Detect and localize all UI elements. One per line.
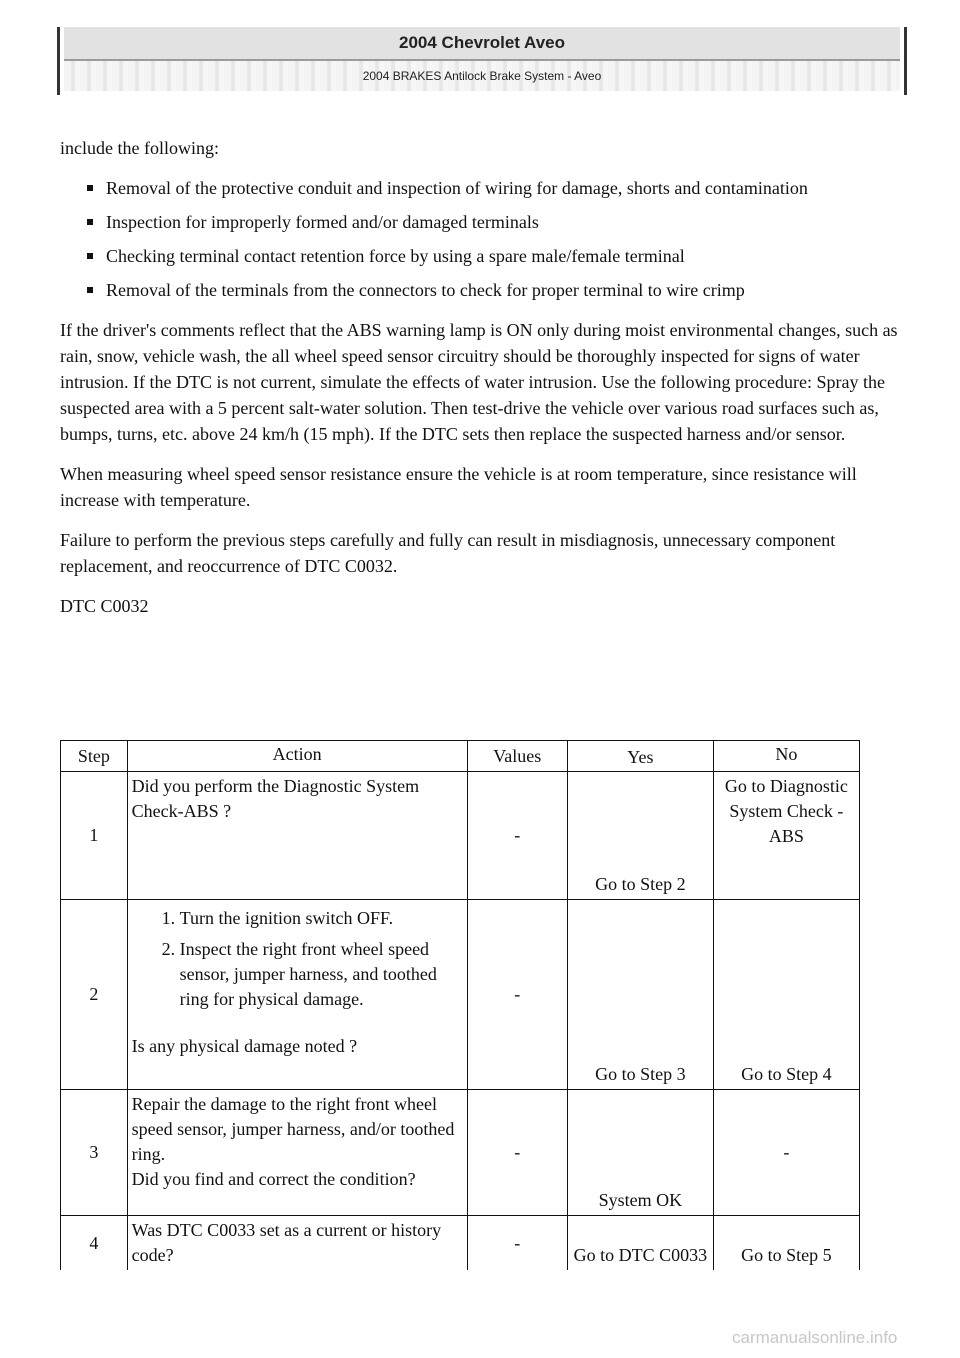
table-row [61, 1216, 860, 1271]
value-cell: - [467, 1090, 567, 1216]
value-cell: - [467, 1216, 567, 1271]
column-header-step: Step [61, 741, 128, 772]
list-item [106, 277, 900, 303]
bullet-icon [87, 253, 93, 259]
list-item-text: Checking terminal contact retention force by using a spare male/female terminal [106, 246, 685, 266]
no-cell: Go to Step 4 [713, 900, 859, 1090]
substep-list [132, 906, 463, 1012]
column-header-values: Values [467, 741, 567, 772]
action-cell [127, 900, 467, 1090]
column-header-action: Action [127, 741, 467, 772]
list-item [106, 175, 900, 201]
substep: 2. Inspect the right front wheel speed sensor, jumper harness, and toothed ring for physical damage. [180, 937, 463, 1012]
bullet-icon [87, 185, 93, 191]
list-item-text: Removal of the protective conduit and inspection of wiring for damage, shorts and contamination [106, 178, 808, 198]
water-intrusion-paragraph: If the driver's comments reflect that the ABS warning lamp is ON only during moist environmental changes, such as rain, snow, vehicle wash, the all wheel speed sensor circuitry should be thoroughly inspected for signs of water intrusion. If the DTC is not current, simulate the effects of water intrusion. Use the following procedure: Spray the suspected area with a 5 percent salt-water solution. Then test-drive the vehicle over various road surfaces such as, bumps, turns, etc. above 24 km/h (15 mph). If the DTC sets then replace the suspected harness and/or sensor. [60, 320, 898, 444]
table-header-row [61, 741, 860, 772]
site-watermark: carmanualsonline.info [732, 1328, 898, 1347]
step-number: 3 [61, 1090, 128, 1216]
action-text: Was DTC C0033 set as a current or history code? [127, 1216, 467, 1271]
yes-cell: Go to Step 3 [567, 900, 713, 1090]
table-row [61, 1090, 860, 1216]
list-item-text: Removal of the terminals from the connectors to check for proper terminal to wire crimp [106, 280, 745, 300]
column-header-yes: Yes [567, 741, 713, 772]
action-question: Did you find and correct the condition? [131, 1169, 416, 1189]
resistance-paragraph: When measuring wheel speed sensor resistance ensure the vehicle is at room temperature, since resistance will increase with temperature. [60, 464, 857, 510]
inspection-list [60, 175, 900, 303]
action-text: Did you perform the Diagnostic System Check-ABS ? [127, 772, 467, 900]
table-row [61, 900, 860, 1090]
intro-text: include the following: [60, 138, 219, 158]
no-cell: Go to Diagnostic System Check - ABS [713, 772, 859, 900]
substep: 1. Turn the ignition switch OFF. [180, 906, 463, 931]
diagnostic-table [60, 740, 860, 1270]
action-question: Is any physical damage noted ? [131, 1036, 358, 1056]
list-item-text: Inspection for improperly formed and/or damaged terminals [106, 212, 539, 232]
step-number: 4 [61, 1216, 128, 1271]
value-cell: - [467, 772, 567, 900]
yes-cell: Go to DTC C0033 [567, 1216, 713, 1271]
document-subtitle: 2004 BRAKES Antilock Brake System - Aveo [64, 61, 900, 91]
misdiagnosis-paragraph: Failure to perform the previous steps carefully and fully can result in misdiagnosis, unnecessary component replacement, and reoccurrence of DTC C0032. [60, 530, 836, 576]
list-item [106, 209, 900, 235]
document-header [57, 27, 907, 95]
value-cell: - [467, 900, 567, 1090]
list-item [106, 243, 900, 269]
bullet-icon [87, 287, 93, 293]
no-cell: - [713, 1090, 859, 1216]
table-row [61, 772, 860, 900]
document-body [60, 135, 900, 621]
step-number: 1 [61, 772, 128, 900]
document-title: 2004 Chevrolet Aveo [64, 27, 900, 59]
column-header-no: No [713, 741, 859, 772]
step-number: 2 [61, 900, 128, 1090]
action-cell [127, 1090, 467, 1216]
yes-cell: Go to Step 2 [567, 772, 713, 900]
bullet-icon [87, 219, 93, 225]
no-cell: Go to Step 5 [713, 1216, 859, 1271]
dtc-label: DTC C0032 [60, 596, 149, 616]
action-text: Repair the damage to the right front wheel speed sensor, jumper harness, and/or toothed ring. [131, 1094, 455, 1164]
yes-cell: System OK [567, 1090, 713, 1216]
